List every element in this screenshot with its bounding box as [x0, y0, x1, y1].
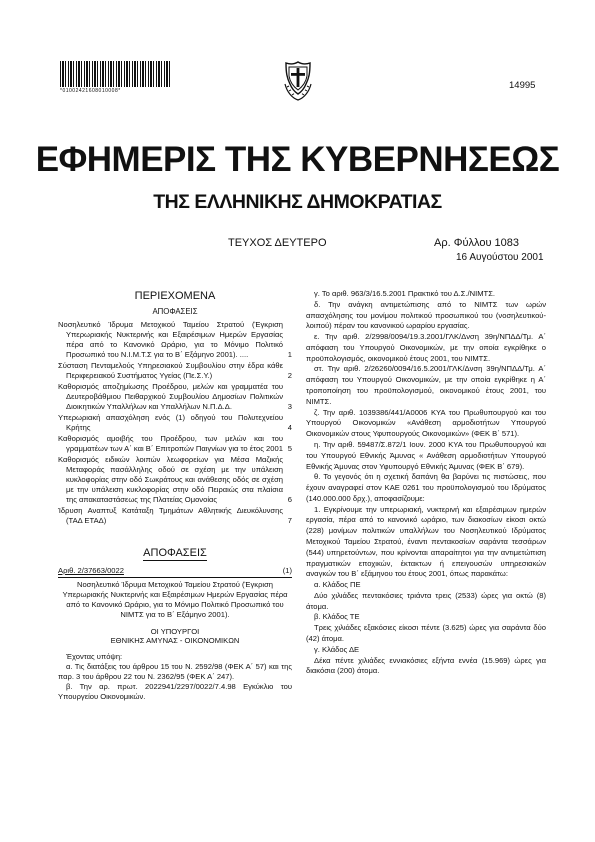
category-c-text: Δέκα πέντε χιλιάδες εννιακόσιες εξήντα εννέα (15.969) ώρες για διακόσια (200) άτομα.	[306, 655, 546, 676]
contents-item-page: 7	[287, 516, 292, 526]
contents-section: ΑΠΟΦΑΣΕΙΣ	[152, 306, 198, 316]
paragraph-st: στ. Την αριθ. 2/26260/0094/16.5.2001/ΓΛΚ/Δνση 39η/ΝΠΔΔ/Τμ. Α΄ απόφαση του Υπουργού Οικονομικών, με την οποία εγκρίθηκε η Α΄ τροποποίηση του προϋπολογισμού, οικονομικού έτους 2001, του ΝΙΜΤΣ.	[306, 364, 546, 406]
contents-item[interactable]	[58, 382, 292, 412]
issue-label: ΤΕΥΧΟΣ ΔΕΥΤΕΡΟ	[228, 237, 327, 249]
contents-item-text: Καθορισμός ειδικών λοιπών λεωφορείων για Μέσα Μαζικής Μεταφοράς πασάλληλης οδού σε σχέση με την υπάλειση κυκλοφορίας στην οδό Σωκράτους και ανάθεσης οδός σε σχέση με την υπάλειση κυκλοφορίας στην οδό Πειραιώς στα πλαίσια της απακαταστάσεως της Πλατείας Ομονοίας	[58, 455, 283, 505]
contents-item-page: 1	[287, 349, 292, 359]
gazette-title: ΕΦΗΜΕΡΙΣ ΤΗΣ ΚΥΒΕΡΝΗΣΕΩΣ	[35, 140, 560, 179]
contents-item-page: 4	[287, 422, 292, 432]
contents-item-text: Καθορισμός αποζημίωσης Προέδρου, μελών και γραμματέα του Δευτεροβάθμιου Πειθαρχικού Συμβουλίου Δημοσίων Πολιτικών Διοικητικών Υπαλλήλων και Υπαλλήλων Ν.Π.Δ.Δ.	[58, 381, 283, 411]
issue-date: 16 Αυγούστου 2001	[456, 252, 544, 263]
decision-note: (1)	[282, 565, 292, 575]
contents-item-text: Ίδρυση Αναπτυξ Κατάταξη Τμημάτων Αθλητικής Διευκόλυνσης (ΤΑΔ ΕΤΑΔ)	[58, 506, 283, 526]
contents-item-text: Νοσηλευτικό Ίδρυμα Μετοχικού Ταμείου Στρατού (Έγκριση Υπερωριακής Νυκτερινής και Εξαιρέσιμων Ημερών Εργασίας πέρα από το Κανονικό Ωράριο, για το Μόνιμο Πολιτικό Προσωπικό του Ν.Ι.Μ.Τ.Σ για το Β΄ Εξάμηνο 2001). ....	[58, 319, 283, 359]
paragraph-d: δ. Την ανάγκη αντιμετώπισης από το ΝΙΜΤΣ των ωρών απασχόλησης του μονίμου πολιτικού προσωπικού του (νοσηλευτικού-λοιπού) πέραν του κανονικού ωραρίου εργασίας.	[306, 299, 546, 331]
contents-item[interactable]	[58, 361, 292, 381]
ministers-heading	[58, 627, 292, 646]
contents-item-page: 3	[287, 401, 292, 411]
paragraph-i: η. Την αριθ. 59487/Σ.872/1 Ιουν. 2000 ΚΥΑ του Πρωθυπουργού και του Υπουργού Εθνικής Άμυνας « Ανάθεση αρμοδιοτήτων Υπουργού Εθνικής Άμυνας στον Υφυπουργό Εθνικής Άμυνας (ΦΕΚ Β΄ 679).	[306, 439, 546, 471]
contents-item-page: 6	[287, 495, 292, 505]
category-a-heading: α. Κλάδος ΠΕ	[314, 580, 361, 590]
ministers-line-1: ΟΙ ΥΠΟΥΡΓΟΙ	[150, 626, 200, 636]
category-c-heading: γ. Κλάδος ΔΕ	[314, 644, 360, 654]
contents-item-text: Υπερωριακή απασχόληση ενός (1) οδηγού του Πολυτεχνείου Κρήτης	[58, 412, 283, 432]
contents-item[interactable]	[58, 413, 292, 433]
paragraph-th: θ. Το γεγονός ότι η σχετική δαπάνη θα βαρύνει τις πιστώσεις, που έχουν αναγραφεί στον ΚΑΕ 0261 του προϋπολογισμού του Ιδρύματος (140.000.000 δρχ.), αποφασίζουμε:	[306, 472, 546, 503]
page-number: 14995	[509, 80, 536, 91]
contents-item[interactable]	[58, 320, 292, 360]
decisions-heading-text: ΑΠΟΦΑΣΕΙΣ	[143, 547, 207, 560]
sheet-number-line	[434, 237, 519, 249]
contents-item[interactable]	[58, 455, 292, 505]
gazette-subtitle: ΤΗΣ ΕΛΛΗΝΙΚΗΣ ΔΗΜΟΚΡΑΤΙΑΣ	[153, 191, 442, 213]
category-b-text: Τρεις χιλιάδες εξακόσιες είκοσι πέντε (3.625) ώρες για σαράντα δύο (42) άτομα.	[306, 623, 546, 643]
ministers-line-2: ΕΘΝΙΚΗΣ ΑΜΥΝΑΣ - ΟΙΚΟΝΟΜΙΚΩΝ	[110, 636, 240, 646]
contents-item[interactable]	[58, 434, 292, 454]
contents-item-page: 2	[287, 370, 292, 380]
paragraph-e: ε. Την αριθ. 2/2998/0094/19.3.2001/ΓΛΚ/Δνση 39η/ΝΠΔΔ/Τμ. Α΄ απόφαση του Υπουργού Οικονομικών, με την οποία εγκρίθηκε ο προϋπολογισμός, οικονομικού έτους 2001, του ΝΙΜΤΣ.	[306, 332, 546, 363]
category-b-heading: β. Κλάδος ΤΕ	[314, 612, 360, 622]
paragraph-g: γ. Το αριθ. 963/3/16.5.2001 Πρακτικό του Δ.Σ./ΝΙΜΤΣ.	[314, 289, 495, 298]
left-column	[58, 289, 292, 702]
paragraph-a: α. Τις διατάξεις του άρθρου 15 του Ν. 2592/98 (ΦΕΚ Α΄ 57) και της παρ. 3 του άρθρου 22 του Ν. 2362/95 (ΦΕΚ Α΄ 247).	[58, 661, 292, 681]
decision-number: Αριθ. 2/37663/0022	[58, 565, 124, 575]
right-column	[306, 289, 546, 677]
coat-of-arms-emblem	[282, 60, 314, 108]
paragraph-z: ζ. Την αριθ. 1039386/441/Α0006 ΚΥΑ του Πρωθυπουργού και του Υπουργού Οικονομικών «Ανάθεση αρμοδιοτήτων Υπουργού Οικονομικών στους Υφυπουργούς Οικονομικών» (ΦΕΚ Β΄ 571).	[306, 407, 546, 439]
contents-item-text: Καθορισμός αμοιβής του Προέδρου, των μελών και του γραμματέων των Α΄ και Β΄ Επιτροπών Παιγνίων για το έτος 2001	[58, 433, 283, 453]
sheet-label: Αρ. Φύλλου	[434, 237, 492, 249]
contents-list	[58, 320, 292, 526]
decisions-heading	[58, 546, 292, 561]
contents-item-page: 5	[287, 443, 292, 453]
contents-title: ΠΕΡΙΕΧΟΜΕΝΑ	[134, 290, 216, 302]
decision-summary: Νοσηλευτικό Ίδρυμα Μετοχικού Ταμείου Στρατού (Έγκριση Υπερωριακής Νυκτερινής και Εξαιρέσιμων Ημερών Εργασίας πέρα από το Κανονικό Ωράριο, για το Μόνιμο Πολιτικό Προσωπικό του ΝΙΜΤΣ για το Β΄ Εξάμηνο 2001).	[62, 579, 288, 619]
paragraph-1: 1. Εγκρίνουμε την υπερωριακή, νυκτερινή και εξαιρέσιμων ημερών εργασία, πέρα από το κανονικό ωράριο, των διακοσίων είκοσι οκτώ (228) μονίμων πολιτικών υπαλλήλων του Νοσηλευτικού Ιδρύματος Μετοχικού Ταμείου Στρατού, έναντι πεντακοσίων σαράντα τεσσάρων (544) υπηρετούντων, που κρίνονται απαραίτητοι για την αντιμετώπιση πραγματικών εποχικών, έκτακτων ή επειγουσών υπηρεσιακών αναγκών του Β΄ εξάμηνου του έτους 2001, όπως παρακάτω:	[306, 504, 546, 579]
barcode	[60, 61, 172, 94]
contents-item[interactable]	[58, 506, 292, 526]
paragraph-b: β. Την αρ. πρωτ. 2022941/2297/0022/7.4.98 Εγκύκλιο του Υπουργείου Οικονομικών.	[58, 681, 292, 701]
decision-reference	[58, 566, 292, 578]
barcode-bars	[60, 61, 172, 87]
considering-label: Έχοντας υπόψη:	[66, 651, 123, 661]
barcode-text: *01002421608010008*	[60, 88, 121, 94]
category-a-text: Δύο χιλιάδες πεντακόσιες τριάντα τρεις (2533) ώρες για οκτώ (8) άτομα.	[306, 590, 546, 611]
contents-item-text: Σύσταση Πενταμελούς Υπηρεσιακού Συμβουλίου στην έδρα κάθε Περιφερειακού Συστήματος Υγείας (Πε.Σ.Υ.)	[58, 360, 283, 380]
sheet-number: 1083	[494, 237, 520, 249]
